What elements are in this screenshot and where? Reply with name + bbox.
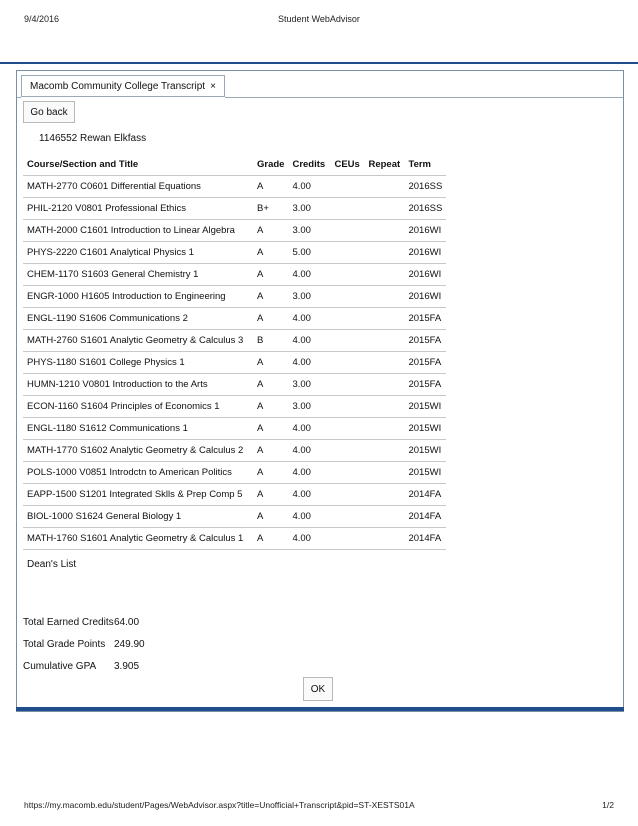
summary-value: 249.90 bbox=[114, 639, 145, 650]
cell-ceus bbox=[330, 308, 364, 330]
cell-credits: 4.00 bbox=[288, 264, 330, 286]
table-row bbox=[23, 308, 446, 330]
cell-course-title: ENGL-1180 S1612 Communications 1 bbox=[23, 418, 253, 440]
cell-ceus bbox=[330, 506, 364, 528]
cell-term: 2016WI bbox=[404, 242, 446, 264]
cell-term: 2015WI bbox=[404, 440, 446, 462]
cell-course-title: BIOL-1000 S1624 General Biology 1 bbox=[23, 506, 253, 528]
cell-course-title: PHIL-2120 V0801 Professional Ethics bbox=[23, 198, 253, 220]
cell-credits: 4.00 bbox=[288, 484, 330, 506]
cell-term: 2015WI bbox=[404, 396, 446, 418]
cell-course-title: ENGR-1000 H1605 Introduction to Engineering bbox=[23, 286, 253, 308]
cell-grade: A bbox=[253, 264, 288, 286]
transcript-table bbox=[23, 153, 446, 550]
cell-term: 2015FA bbox=[404, 352, 446, 374]
cell-credits: 3.00 bbox=[288, 198, 330, 220]
cell-grade: A bbox=[253, 242, 288, 264]
cell-repeat bbox=[364, 242, 404, 264]
table-row bbox=[23, 330, 446, 352]
cell-term: 2015FA bbox=[404, 330, 446, 352]
ok-button[interactable]: OK bbox=[303, 677, 333, 701]
cell-repeat bbox=[364, 462, 404, 484]
cumulative-gpa bbox=[23, 661, 139, 672]
cell-course-title: PHYS-2220 C1601 Analytical Physics 1 bbox=[23, 242, 253, 264]
cell-grade: B bbox=[253, 330, 288, 352]
cell-repeat bbox=[364, 220, 404, 242]
cell-ceus bbox=[330, 220, 364, 242]
cell-ceus bbox=[330, 176, 364, 198]
table-row bbox=[23, 462, 446, 484]
cell-credits: 4.00 bbox=[288, 308, 330, 330]
cell-grade: A bbox=[253, 286, 288, 308]
cell-course-title: CHEM-1170 S1603 General Chemistry 1 bbox=[23, 264, 253, 286]
print-header bbox=[24, 14, 614, 28]
cell-credits: 4.00 bbox=[288, 462, 330, 484]
cell-ceus bbox=[330, 440, 364, 462]
cell-term: 2016WI bbox=[404, 286, 446, 308]
cell-ceus bbox=[330, 374, 364, 396]
table-row bbox=[23, 286, 446, 308]
tab-label: Macomb Community College Transcript bbox=[30, 80, 206, 92]
cell-grade: A bbox=[253, 374, 288, 396]
tab-divider bbox=[225, 97, 623, 98]
cell-course-title: MATH-1770 S1602 Analytic Geometry & Calculus 2 bbox=[23, 440, 253, 462]
cell-credits: 5.00 bbox=[288, 242, 330, 264]
cell-repeat bbox=[364, 418, 404, 440]
cell-term: 2015FA bbox=[404, 308, 446, 330]
cell-repeat bbox=[364, 374, 404, 396]
table-row bbox=[23, 176, 446, 198]
cell-credits: 3.00 bbox=[288, 220, 330, 242]
cell-course-title: ECON-1160 S1604 Principles of Economics 1 bbox=[23, 396, 253, 418]
cell-course-title: MATH-1760 S1601 Analytic Geometry & Calculus 1 bbox=[23, 528, 253, 550]
print-date: 9/4/2016 bbox=[24, 14, 60, 24]
cell-grade: A bbox=[253, 308, 288, 330]
header-term: Term bbox=[404, 153, 446, 176]
summary-label: Total Earned Credits bbox=[23, 617, 114, 628]
table-row bbox=[23, 484, 446, 506]
cell-ceus bbox=[330, 528, 364, 550]
cell-grade: A bbox=[253, 418, 288, 440]
header-repeat: Repeat bbox=[364, 153, 404, 176]
cell-repeat bbox=[364, 308, 404, 330]
table-body bbox=[23, 176, 446, 550]
header-course: Course/Section and Title bbox=[23, 153, 253, 176]
cell-ceus bbox=[330, 352, 364, 374]
cell-credits: 3.00 bbox=[288, 374, 330, 396]
summary-label: Cumulative GPA bbox=[23, 661, 97, 672]
cell-term: 2016SS bbox=[404, 198, 446, 220]
cell-ceus bbox=[330, 396, 364, 418]
cell-grade: A bbox=[253, 396, 288, 418]
cell-grade: A bbox=[253, 220, 288, 242]
cell-repeat bbox=[364, 352, 404, 374]
table-header-row bbox=[23, 153, 446, 176]
table-row bbox=[23, 396, 446, 418]
header-ceus: CEUs bbox=[330, 153, 364, 176]
cell-course-title: MATH-2770 C0601 Differential Equations bbox=[23, 176, 253, 198]
table-row bbox=[23, 506, 446, 528]
cell-ceus bbox=[330, 264, 364, 286]
cell-repeat bbox=[364, 330, 404, 352]
cell-term: 2016WI bbox=[404, 264, 446, 286]
cell-ceus bbox=[330, 242, 364, 264]
cell-grade: A bbox=[253, 440, 288, 462]
cell-ceus bbox=[330, 286, 364, 308]
cell-repeat bbox=[364, 264, 404, 286]
table-row bbox=[23, 418, 446, 440]
cell-term: 2015FA bbox=[404, 374, 446, 396]
cell-credits: 4.00 bbox=[288, 506, 330, 528]
tab-divider bbox=[17, 97, 21, 98]
cell-course-title: MATH-2000 C1601 Introduction to Linear Algebra bbox=[23, 220, 253, 242]
cell-credits: 4.00 bbox=[288, 418, 330, 440]
cell-ceus bbox=[330, 330, 364, 352]
cell-repeat bbox=[364, 286, 404, 308]
cell-course-title: MATH-2760 S1601 Analytic Geometry & Calculus 3 bbox=[23, 330, 253, 352]
cell-term: 2015WI bbox=[404, 418, 446, 440]
print-title: Student WebAdvisor bbox=[278, 14, 360, 24]
table-row bbox=[23, 264, 446, 286]
cell-grade: A bbox=[253, 528, 288, 550]
cell-grade: A bbox=[253, 462, 288, 484]
cell-repeat bbox=[364, 176, 404, 198]
total-grade-points bbox=[23, 639, 145, 650]
table-row bbox=[23, 528, 446, 550]
cell-grade: A bbox=[253, 352, 288, 374]
cell-grade: A bbox=[253, 484, 288, 506]
cell-credits: 4.00 bbox=[288, 330, 330, 352]
cell-grade: B+ bbox=[253, 198, 288, 220]
cell-course-title: PHYS-1180 S1601 College Physics 1 bbox=[23, 352, 253, 374]
cell-ceus bbox=[330, 198, 364, 220]
cell-course-title: POLS-1000 V0851 Introdctn to American Politics bbox=[23, 462, 253, 484]
cell-ceus bbox=[330, 484, 364, 506]
header-grade: Grade bbox=[253, 153, 288, 176]
cell-term: 2014FA bbox=[404, 506, 446, 528]
window-bottom-rule bbox=[16, 707, 624, 711]
cell-term: 2014FA bbox=[404, 484, 446, 506]
print-url: https://my.macomb.edu/student/Pages/WebAdvisor.aspx?title=Unofficial+Transcript&pid=ST-XESTS01A bbox=[24, 800, 415, 810]
table-row bbox=[23, 242, 446, 264]
cell-repeat bbox=[364, 506, 404, 528]
cell-credits: 4.00 bbox=[288, 528, 330, 550]
summary-value: 64.00 bbox=[114, 617, 140, 628]
cell-credits: 4.00 bbox=[288, 440, 330, 462]
transcript-window bbox=[16, 70, 624, 712]
close-icon[interactable]: × bbox=[210, 81, 216, 92]
table-row bbox=[23, 220, 446, 242]
summary-label: Total Grade Points bbox=[23, 639, 106, 650]
cell-term: 2016SS bbox=[404, 176, 446, 198]
cell-repeat bbox=[364, 396, 404, 418]
summary-value: 3.905 bbox=[114, 661, 140, 672]
tab-transcript[interactable] bbox=[21, 75, 225, 97]
cell-term: 2015WI bbox=[404, 462, 446, 484]
cell-grade: A bbox=[253, 176, 288, 198]
cell-term: 2016WI bbox=[404, 220, 446, 242]
cell-course-title: ENGL-1190 S1606 Communications 2 bbox=[23, 308, 253, 330]
table-row bbox=[23, 374, 446, 396]
print-footer bbox=[24, 800, 614, 814]
table-row bbox=[23, 198, 446, 220]
cell-repeat bbox=[364, 528, 404, 550]
cell-ceus bbox=[330, 462, 364, 484]
table-row bbox=[23, 440, 446, 462]
cell-grade: A bbox=[253, 506, 288, 528]
deans-list: Dean's List bbox=[27, 559, 77, 570]
cell-credits: 3.00 bbox=[288, 286, 330, 308]
cell-credits: 3.00 bbox=[288, 396, 330, 418]
cell-ceus bbox=[330, 418, 364, 440]
cell-course-title: HUMN-1210 V0801 Introduction to the Arts bbox=[23, 374, 253, 396]
page-number: 1/2 bbox=[602, 800, 614, 810]
table-row bbox=[23, 352, 446, 374]
header-rule bbox=[0, 62, 638, 64]
cell-repeat bbox=[364, 198, 404, 220]
header-credits: Credits bbox=[288, 153, 330, 176]
cell-repeat bbox=[364, 484, 404, 506]
cell-term: 2014FA bbox=[404, 528, 446, 550]
cell-credits: 4.00 bbox=[288, 176, 330, 198]
cell-repeat bbox=[364, 440, 404, 462]
go-back-button[interactable]: Go back bbox=[23, 101, 75, 123]
cell-credits: 4.00 bbox=[288, 352, 330, 374]
cell-course-title: EAPP-1500 S1201 Integrated Sklls & Prep Comp 5 bbox=[23, 484, 253, 506]
total-earned-credits bbox=[23, 617, 139, 628]
student-id-name: 1146552 Rewan Elkfass bbox=[39, 133, 147, 144]
